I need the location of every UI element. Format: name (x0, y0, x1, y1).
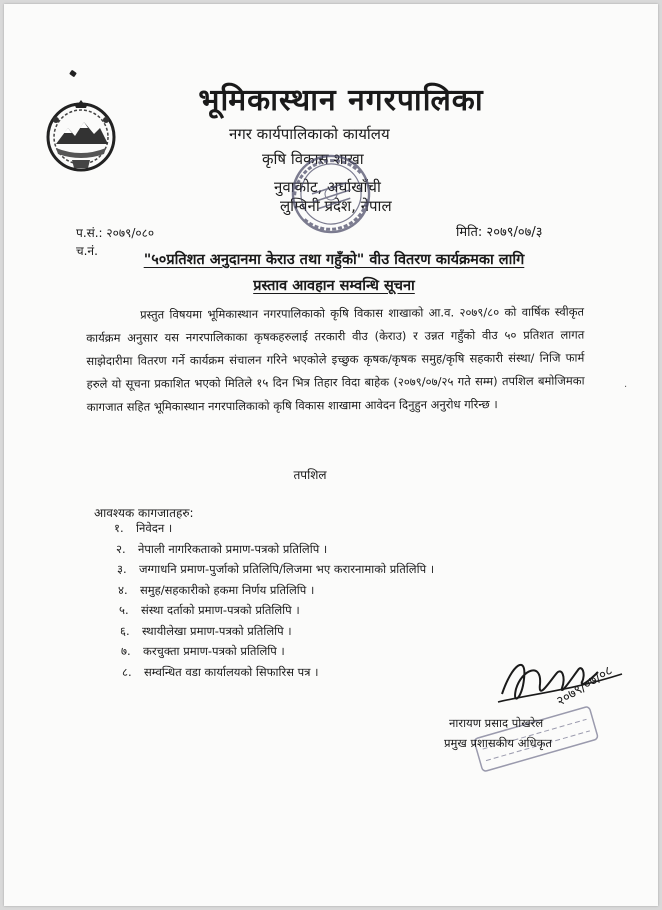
required-documents-heading: आवश्यक कागजातहरु: (94, 506, 194, 520)
list-item-text: सम्वन्धित वडा कार्यालयको सिफारिस पत्र । (144, 664, 319, 679)
list-item (114, 539, 434, 560)
list-item-number: ६. (120, 623, 130, 638)
list-item (114, 600, 434, 621)
ink-mark (69, 70, 77, 78)
list-item-text: जग्गाधनि प्रमाण-पुर्जाको प्रतिलिपि/लिजमा भए करारनामाको प्रतिलिपि । (139, 562, 435, 576)
list-item-number: ५. (119, 603, 129, 617)
list-item (114, 662, 434, 683)
list-item (114, 621, 434, 642)
list-item-number: २. (116, 541, 126, 556)
signer-title: प्रमुख प्रशासकीय अधिकृत (444, 736, 552, 750)
issue-date: मिति: २०७९/०७/३ (456, 225, 543, 240)
list-item-text: नेपाली नागरिकताको प्रमाण-पत्रको प्रतिलिपि । (138, 541, 328, 556)
list-item-text: समुह/सहकारीको हकमा निर्णय प्रतिलिपि । (140, 582, 315, 597)
list-item-number: ७. (121, 644, 131, 658)
dispatch-number: च.नं. (76, 244, 98, 258)
office-province: लुम्बिनी प्रदेश, नेपाल (280, 197, 392, 215)
list-item (114, 641, 434, 662)
office-name: नगर कार्यपालिकाको कार्यालय (229, 125, 390, 143)
signature-date: २०७९/०७/०८ (554, 663, 616, 710)
list-item-text: स्थायीलेखा प्रमाण-पत्रको प्रतिलिपि । (142, 623, 292, 638)
notice-subject (94, 247, 574, 299)
list-item (114, 580, 434, 601)
list-item-number: १. (114, 521, 124, 535)
list-item-number: ८. (122, 664, 132, 679)
reference-number: प.सं.: २०७९/०८० (76, 226, 155, 240)
subject-line-2: प्रस्ताव आवहान सम्वन्धि सूचना (253, 278, 415, 294)
list-item (114, 518, 434, 539)
list-item-number: ३. (117, 562, 127, 576)
office-location: नुवाकोट, अर्घाखाँची (274, 178, 381, 196)
paper-speck: · (624, 382, 628, 393)
list-item (114, 559, 434, 580)
list-item-text: संस्था दर्ताको प्रमाण-पत्रको प्रतिलिपि । (141, 603, 300, 617)
subject-line-1: "५०प्रतिशत अनुदानमा केराउ तथा गहुँको" वीउ वितरण कार्यक्रमका लागि (143, 252, 525, 268)
signer-name: नारायण प्रसाद पोखरेल (449, 716, 544, 730)
list-item-number: ४. (118, 582, 128, 597)
details-heading: तपशिल (293, 468, 327, 482)
list-item-text: निवेदन । (136, 521, 173, 535)
municipality-title: भूमिकास्थान नगरपालिका (198, 83, 484, 118)
section-name: कृषि विकास शाखा (262, 150, 364, 168)
office-stamp (266, 144, 396, 244)
required-documents-list (114, 518, 434, 682)
list-item-text: करचुक्ता प्रमाण-पत्रको प्रतिलिपि । (143, 644, 285, 658)
notice-body: प्रस्तुत विषयमा भूमिकास्थान नगरपालिकाको कृषि विकास शाखाको आ.व. २०७९/८० को वार्षिक स्वीकृत कार्यक्रम अनुसार यस नगरपालिकाका कृषकहरुलाई तरकारी वीउ (केराउ) र उन्नत गहुँको वीउ ५० प्रतिशत लागत साझेदारीमा वितरण गर्ने कार्यक्रम संचालन गरिने भएकोले इच्छुक कृषक/कृषक समुह/कृषि सहकारी संस्था/ निजि फार्म हरुले यो सूचना प्रकाशित भएको मितिले १५ दिन भित्र तिहार विदा बाहेक (२०७९/०७/२५ गते सम्म) तपशिल बमोजिमका कागजात सहित भूमिकास्थान नगरपालिकाको कृषि विकास शाखामा आवेदन दिनुहुन अनुरोध गरिन्छ । (86, 304, 585, 414)
document-page (4, 4, 658, 906)
